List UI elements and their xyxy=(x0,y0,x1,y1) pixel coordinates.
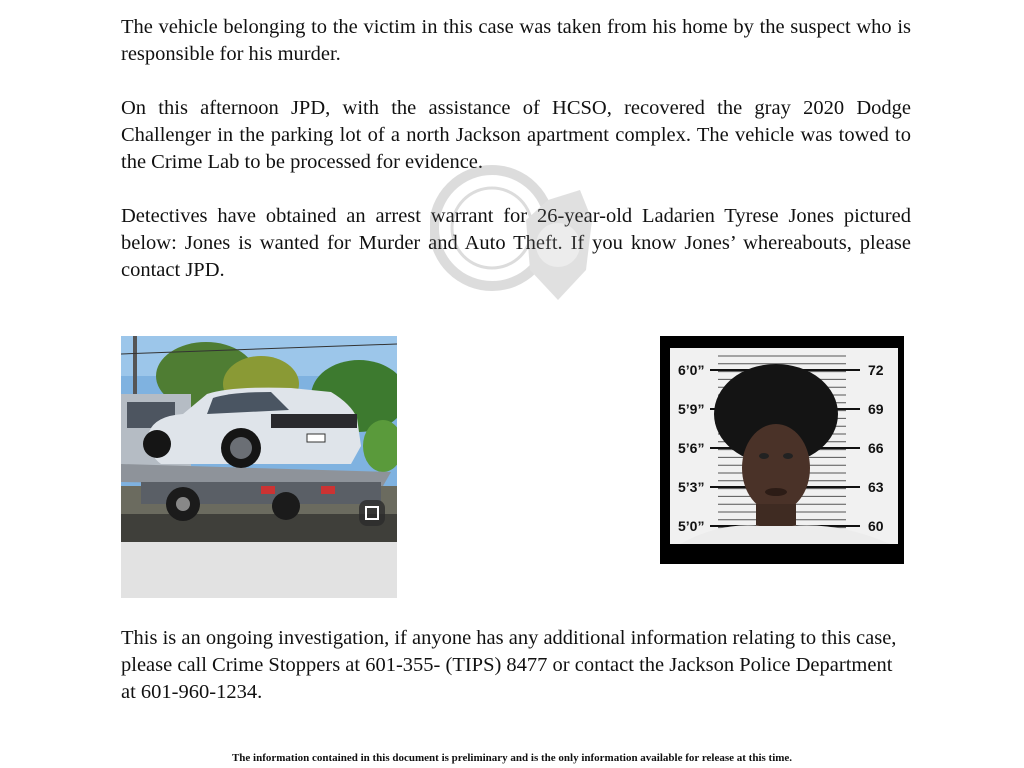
height-label-feet: 5’0” xyxy=(678,518,705,534)
height-label-inches: 63 xyxy=(868,479,884,495)
height-label-inches: 66 xyxy=(868,440,884,456)
height-label-inches: 72 xyxy=(868,362,884,378)
height-label-feet: 6’0” xyxy=(678,362,705,378)
height-label-inches: 69 xyxy=(868,401,884,417)
height-label-feet: 5’9” xyxy=(678,401,705,417)
footer-disclaimer: The information contained in this document is preliminary and is the only information available for release at this time. xyxy=(231,752,793,764)
height-label-inches: 60 xyxy=(868,518,884,534)
paragraph-arrest-warrant: Detectives have obtained an arrest warrant for 26-year-old Ladarien Tyrese Jones pictured below: Jones is wanted for Murder and Auto Theft. If you know Jones’ whereabouts, please contact JPD. xyxy=(121,205,911,281)
paragraph-contact-info: This is an ongoing investigation, if anyone has any additional information relating to this case, please call Crime Stoppers at 601-355- (TIPS) 8477 or contact the Jackson Police Department at 601-960-1234. xyxy=(121,627,897,703)
height-label-feet: 5’3” xyxy=(678,479,705,495)
paragraph-vehicle-taken: The vehicle belonging to the victim in this case was taken from his home by the suspect who is responsible for his murder. xyxy=(121,16,911,65)
height-label-feet: 5’6” xyxy=(678,440,705,456)
photo-recovered-vehicle xyxy=(121,336,397,598)
suspect-mugshot xyxy=(660,336,904,564)
paragraph-vehicle-recovered: On this afternoon JPD, with the assistance of HCSO, recovered the gray 2020 Dodge Challenger in the parking lot of a north Jackson apartment complex. The vehicle was towed to the Crime Lab to be processed for evidence. xyxy=(121,97,911,173)
